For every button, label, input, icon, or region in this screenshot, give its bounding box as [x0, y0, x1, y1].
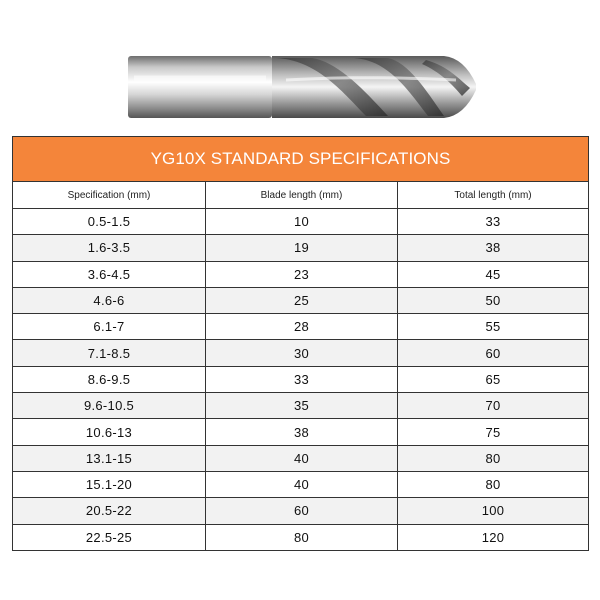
- cell-blade-length: 30: [206, 340, 398, 366]
- cell-blade-length: 33: [206, 366, 398, 392]
- cell-specification: 3.6-4.5: [13, 261, 206, 287]
- cell-blade-length: 35: [206, 393, 398, 419]
- cell-blade-length: 23: [206, 261, 398, 287]
- table-row: [13, 314, 589, 340]
- cell-specification: 7.1-8.5: [13, 340, 206, 366]
- cell-blade-length: 60: [206, 498, 398, 524]
- table-row: [13, 445, 589, 471]
- cell-specification: 1.6-3.5: [13, 235, 206, 261]
- drill-bit-image: [126, 50, 478, 126]
- cell-total-length: 70: [398, 393, 589, 419]
- cell-total-length: 65: [398, 366, 589, 392]
- cell-total-length: 75: [398, 419, 589, 445]
- table-row: [13, 524, 589, 550]
- specifications-table: [12, 136, 589, 551]
- cell-specification: 9.6-10.5: [13, 393, 206, 419]
- cell-blade-length: 80: [206, 524, 398, 550]
- cell-blade-length: 28: [206, 314, 398, 340]
- cell-specification: 4.6-6: [13, 287, 206, 313]
- cell-blade-length: 10: [206, 209, 398, 235]
- table-row: [13, 471, 589, 497]
- table-title: YG10X STANDARD SPECIFICATIONS: [13, 137, 589, 182]
- table-row: [13, 393, 589, 419]
- cell-specification: 10.6-13: [13, 419, 206, 445]
- table-row: [13, 209, 589, 235]
- cell-blade-length: 25: [206, 287, 398, 313]
- table-row: [13, 235, 589, 261]
- table-row: [13, 340, 589, 366]
- cell-specification: 0.5-1.5: [13, 209, 206, 235]
- cell-total-length: 33: [398, 209, 589, 235]
- column-header-blade-length: Blade length (mm): [206, 182, 398, 209]
- table-row: [13, 261, 589, 287]
- cell-specification: 13.1-15: [13, 445, 206, 471]
- table-row: [13, 366, 589, 392]
- cell-specification: 8.6-9.5: [13, 366, 206, 392]
- cell-total-length: 45: [398, 261, 589, 287]
- table-body: [13, 209, 589, 551]
- cell-total-length: 50: [398, 287, 589, 313]
- cell-blade-length: 40: [206, 445, 398, 471]
- cell-specification: 15.1-20: [13, 471, 206, 497]
- cell-specification: 6.1-7: [13, 314, 206, 340]
- cell-specification: 22.5-25: [13, 524, 206, 550]
- cell-total-length: 80: [398, 445, 589, 471]
- column-header-specification: Specification (mm): [13, 182, 206, 209]
- table-row: [13, 498, 589, 524]
- cell-total-length: 55: [398, 314, 589, 340]
- drill-shank: [128, 56, 272, 118]
- table-header-row: [13, 182, 589, 209]
- cell-total-length: 120: [398, 524, 589, 550]
- cell-total-length: 80: [398, 471, 589, 497]
- cell-specification: 20.5-22: [13, 498, 206, 524]
- cell-blade-length: 19: [206, 235, 398, 261]
- cell-blade-length: 40: [206, 471, 398, 497]
- cell-total-length: 60: [398, 340, 589, 366]
- cell-total-length: 100: [398, 498, 589, 524]
- column-header-total-length: Total length (mm): [398, 182, 589, 209]
- cell-blade-length: 38: [206, 419, 398, 445]
- table-row: [13, 287, 589, 313]
- cell-total-length: 38: [398, 235, 589, 261]
- table-row: [13, 419, 589, 445]
